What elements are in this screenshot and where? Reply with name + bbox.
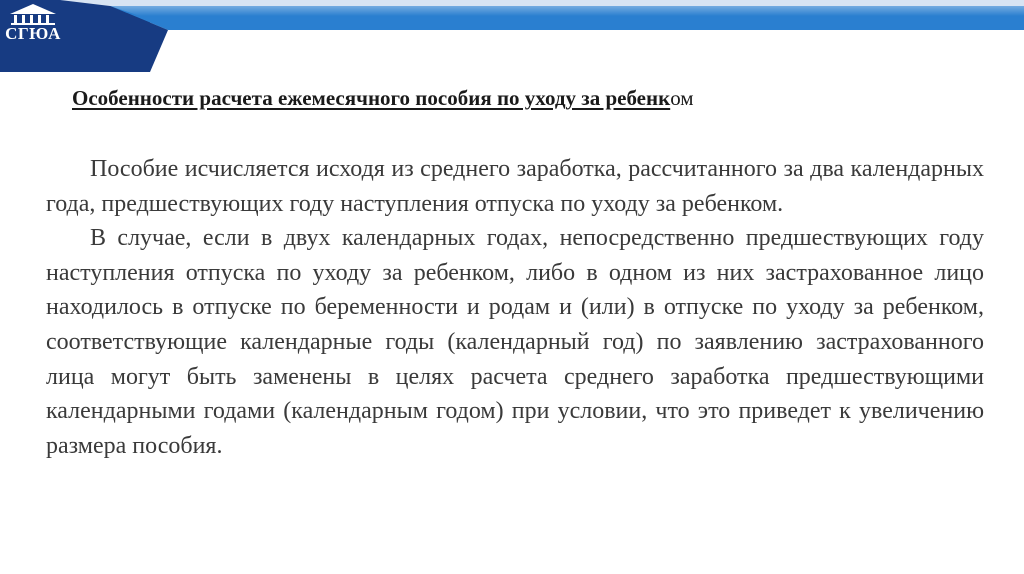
slide-title: [72, 86, 972, 111]
header-bar: [0, 0, 1024, 72]
paragraph-2: В случае, если в двух календарных годах, непосредственно предшествующих году наступления отпуска по уходу за ребенком, либо в одном из них застрахованное лицо находилось в отпуске по беременности и родам и (или) в отпуске по уходу за ребенком, соответствующие календарные годы (календарный год) по заявлению застрахованного лица могут быть заменены в целях расчета среднего заработка предшествующими календарными годами (календарным годом) при условии, что это приведет к увеличению размера пособия.: [46, 225, 984, 459]
slide-title-tail: ом: [670, 86, 694, 110]
logo-text: СГЮА: [5, 24, 61, 43]
slide-title-underlined: Особенности расчета ежемесячного пособия по уходу за ребенк: [72, 86, 671, 110]
building-icon: [4, 2, 62, 26]
body-text: [46, 152, 984, 463]
header-banner: [0, 0, 1024, 72]
paragraph-1: Пособие исчисляется исходя из среднего заработка, рассчитанного за два календарных года, предшествующих году наступления отпуска по уходу за ребенком.: [46, 156, 984, 217]
logo: [4, 2, 62, 46]
